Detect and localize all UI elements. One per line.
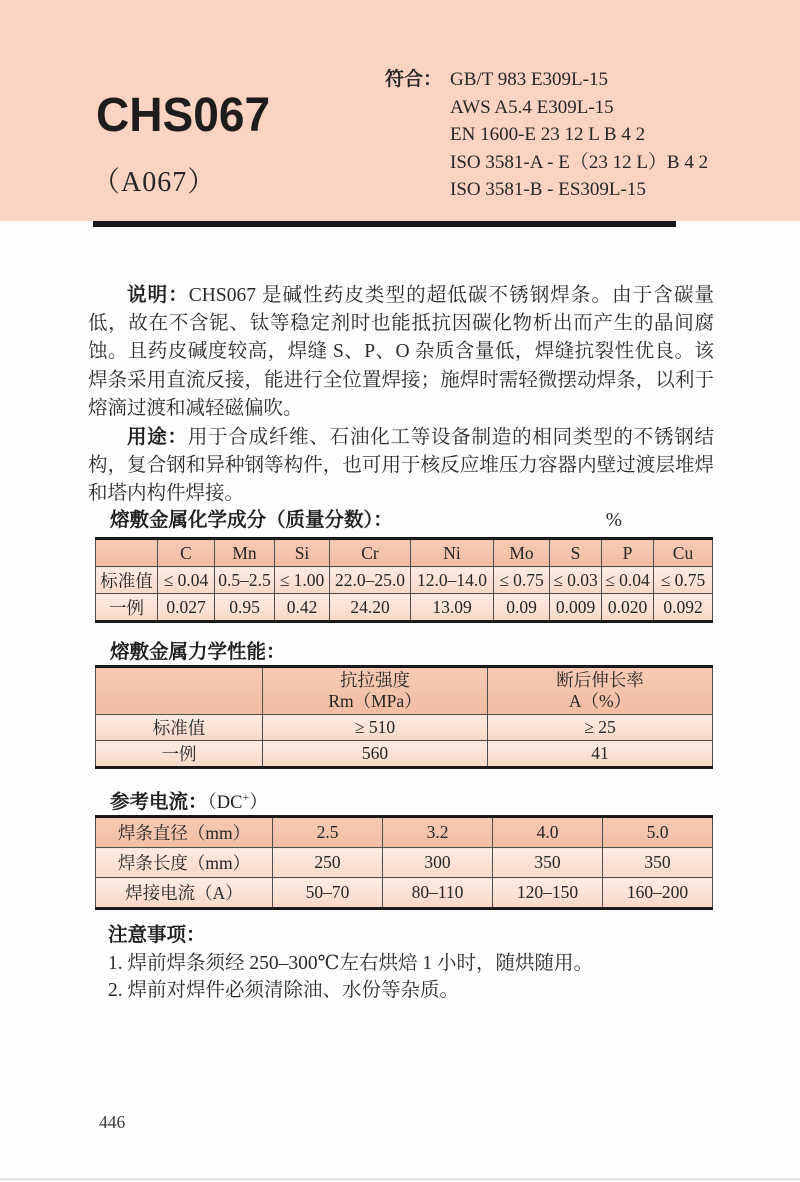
standards-block: [385, 66, 708, 204]
cell: 0.09: [494, 594, 550, 622]
standards-list: [450, 66, 708, 204]
page-number: 446: [99, 1112, 126, 1132]
column-header: Si: [275, 539, 330, 567]
cell: ≤ 1.00: [275, 567, 330, 594]
cell: ≤ 0.75: [654, 567, 713, 594]
cell: 120–150: [493, 878, 603, 909]
standards-item: ISO 3581-B - ES309L-15: [450, 179, 646, 200]
table-header-row: [96, 667, 713, 715]
column-header-line1: 断后伸长率: [556, 670, 644, 690]
table-row: [96, 878, 713, 909]
standards-item: EN 1600-E 23 12 L B 4 2: [450, 124, 646, 145]
column-header: P: [602, 539, 654, 567]
row-label: 一例: [96, 594, 158, 622]
dc-prefix: （DC: [207, 793, 243, 813]
description-text: CHS067 是碱性药皮类型的超低碳不锈钢焊条。由于含碳量低，故在不含铌、钛等稳定剂时也能抵抗因碳化物析出而产生的晶间腐蚀。且药皮碱度较高，焊缝 S、P、O 杂质含量低，焊缝抗裂性优良。该焊条采用直流反接，能进行全位置焊接；施焊时需轻微摆动焊条，以利于熔滴过渡和减轻磁偏吹。: [88, 285, 714, 419]
column-header-line1: 抗拉强度: [340, 670, 410, 690]
table-row: [96, 848, 713, 878]
cell: 2.5: [273, 817, 383, 848]
cell: 12.0–14.0: [411, 567, 494, 594]
column-header: Mn: [215, 539, 275, 567]
standards-label: 符合：: [385, 69, 443, 90]
row-label: 焊条长度（mm）: [96, 848, 273, 878]
chemical-composition-table: [95, 537, 713, 623]
cell: 560: [263, 741, 488, 768]
product-code: CHS067: [96, 89, 271, 142]
column-header: Cu: [654, 539, 713, 567]
table-row: [96, 594, 713, 622]
cell: 50–70: [273, 878, 383, 909]
cell: 13.09: [411, 594, 494, 622]
column-header: [488, 667, 713, 715]
standards-item: AWS A5.4 E309L-15: [450, 96, 614, 118]
notes-title: 注意事项：: [108, 924, 206, 946]
row-label: 标准值: [96, 715, 263, 741]
usage-label: 用途：: [127, 426, 188, 449]
table-row: [96, 741, 713, 768]
column-header-line2: Rm（MPa）: [328, 691, 422, 711]
cell: 5.0: [603, 817, 713, 848]
column-header-line2: A（%）: [568, 691, 632, 711]
header-divider-bar: [93, 221, 676, 227]
column-header: Ni: [411, 539, 494, 567]
cell: 0.020: [602, 594, 654, 622]
header-block: [0, 0, 800, 221]
cell: 0.092: [654, 594, 713, 622]
body-text: [88, 281, 714, 509]
column-header: [263, 667, 488, 715]
chemical-section-title-row: [110, 504, 622, 532]
cell: 350: [493, 848, 603, 878]
cell: 300: [383, 848, 493, 878]
cell: 0.009: [550, 594, 602, 622]
cell: ≥ 25: [488, 715, 713, 741]
description-paragraph: [88, 281, 714, 423]
corner-cell: [96, 539, 158, 567]
column-header: Mo: [494, 539, 550, 567]
column-header: C: [158, 539, 215, 567]
product-alias: （A067）: [92, 167, 217, 198]
table-header-row: [96, 817, 713, 848]
cell: 160–200: [603, 878, 713, 909]
cell: 3.2: [383, 817, 493, 848]
chemical-unit: %: [605, 510, 622, 531]
chemical-section-title: 熔敷金属化学成分（质量分数）：: [110, 509, 393, 531]
cell: 4.0: [493, 817, 603, 848]
cell: ≤ 0.04: [158, 567, 215, 594]
cell: ≤ 0.03: [550, 567, 602, 594]
usage-paragraph: [88, 423, 714, 509]
mechanical-section-title: 熔敷金属力学性能：: [110, 641, 286, 663]
cell: 0.027: [158, 594, 215, 622]
mechanical-properties-table: [95, 665, 713, 769]
cell: 0.5–2.5: [215, 567, 275, 594]
table-header-row: [96, 539, 713, 567]
cell: 250: [273, 848, 383, 878]
cell: 350: [603, 848, 713, 878]
dc-polarity-note: [207, 789, 268, 813]
cell: 80–110: [383, 878, 493, 909]
note-item: 1. 焊前焊条须经 250–300℃左右烘焙 1 小时，随烘随用。: [108, 952, 593, 974]
cell: ≤ 0.75: [494, 567, 550, 594]
cell: 41: [488, 741, 713, 768]
cell: ≤ 0.04: [602, 567, 654, 594]
dc-suffix: ）: [249, 793, 268, 813]
current-section-title: [110, 786, 268, 814]
row-label: 焊条直径（mm）: [96, 817, 273, 848]
row-label: 焊接电流（A）: [96, 878, 273, 909]
note-item: 2. 焊前对焊件必须清除油、水份等杂质。: [108, 980, 460, 1001]
cell: 24.20: [330, 594, 411, 622]
cell: 0.95: [215, 594, 275, 622]
scan-edge-line: [0, 1178, 800, 1180]
corner-cell: [96, 667, 263, 715]
standards-item: GB/T 983 E309L-15: [450, 69, 608, 90]
dc-sup: +: [242, 789, 250, 804]
column-header: Cr: [330, 539, 411, 567]
notes-section: [108, 922, 708, 1005]
row-label: 标准值: [96, 567, 158, 594]
current-section-title-text: 参考电流：: [110, 791, 208, 813]
cell: 22.0–25.0: [330, 567, 411, 594]
cell: 0.42: [275, 594, 330, 622]
reference-current-table: [95, 815, 713, 910]
row-label: 一例: [96, 741, 263, 768]
table-row: [96, 715, 713, 741]
description-label: 说明：: [127, 284, 189, 306]
column-header: S: [550, 539, 602, 567]
usage-text: 用于合成纤维、石油化工等设备制造的相同类型的不锈钢结构，复合钢和异种钢等构件，也可用于核反应堆压力容器内壁过渡层堆焊和塔内构件焊接。: [88, 427, 714, 505]
table-row: [96, 567, 713, 594]
standards-item: ISO 3581-A - E（23 12 L）B 4 2: [450, 151, 709, 173]
cell: ≥ 510: [263, 715, 488, 741]
